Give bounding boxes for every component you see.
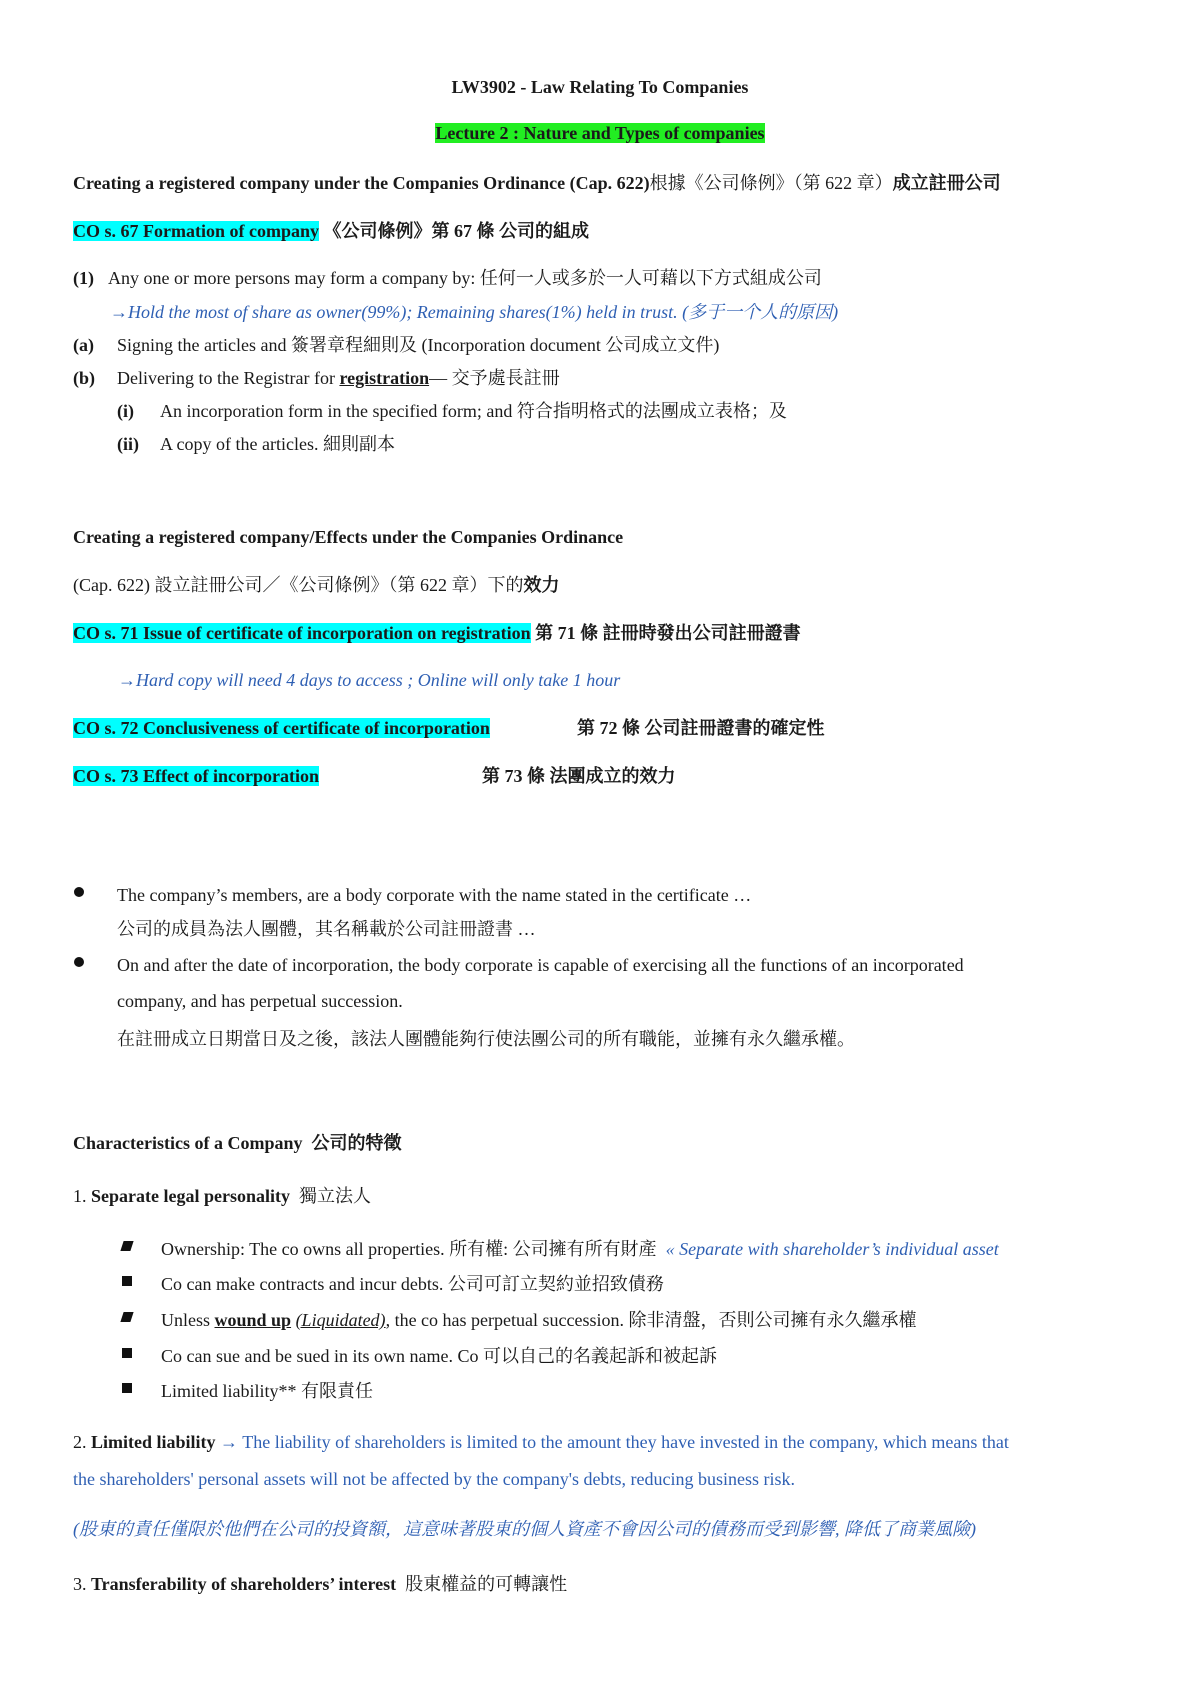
item1-number: (1) bbox=[73, 268, 94, 288]
lecture-title: Lecture 2 : Nature and Types of companies bbox=[435, 123, 765, 143]
square-bullet-icon bbox=[120, 1312, 133, 1322]
item-i-number: (i) bbox=[117, 401, 134, 421]
item-ii-number: (ii) bbox=[117, 434, 139, 454]
item-ii-text: A copy of the articles. 細則副本 bbox=[160, 434, 395, 454]
square-bullet-icon bbox=[122, 1276, 132, 1286]
course-title: LW3902 - Law Relating To Companies bbox=[451, 77, 749, 97]
point1-bullet2: Co can make contracts and incur debts. 公司可訂立契約並招致債務 bbox=[161, 1274, 664, 1294]
section3-heading: Characteristics of a Company 公司的特徵 bbox=[73, 1133, 402, 1153]
section1-heading: Creating a registered company under the Companies Ordinance (Cap. 622)根據《公司條例》（第 622 章）成立註冊公司 bbox=[73, 173, 1001, 193]
square-bullet-icon bbox=[120, 1241, 133, 1251]
item1-note: →Hold the most of share as owner(99%); Remaining shares(1%) held in trust. (多于一个人的原因) bbox=[110, 302, 839, 322]
square-bullet-icon bbox=[122, 1383, 132, 1393]
point2-line1: 2. Limited liability → The liability of shareholders is limited to the amount they have invested in the company, which means that bbox=[73, 1432, 1009, 1452]
bullet-dot-icon bbox=[74, 887, 84, 897]
item-i-text: An incorporation form in the specified form; and 符合指明格式的法團成立表格；及 bbox=[160, 401, 787, 421]
square-bullet-icon bbox=[122, 1348, 132, 1358]
bullet-dot-icon bbox=[74, 957, 84, 967]
point1-bullet3: Unless wound up (Liquidated), the co has perpetual succession. 除非清盤，否則公司擁有永久繼承權 bbox=[161, 1310, 917, 1330]
s73-heading: CO s. 73 Effect of incorporation bbox=[73, 766, 319, 786]
s73-chinese: 第 73 條 法團成立的效力 bbox=[482, 766, 676, 786]
point1-heading: 1. Separate legal personality 獨立法人 bbox=[73, 1186, 371, 1206]
s73-bullet2-zh: 在註冊成立日期當日及之後，該法人團體能夠行使法團公司的所有職能，並擁有永久繼承權。 bbox=[117, 1029, 855, 1049]
point3-heading: 3. Transferability of shareholders’ interest 股東權益的可轉讓性 bbox=[73, 1574, 568, 1594]
s72-chinese: 第 72 條 公司註冊證書的確定性 bbox=[577, 718, 825, 738]
s67-heading: CO s. 67 Formation of company 《公司條例》第 67 條 公司的組成 bbox=[73, 221, 589, 241]
point2-line2: the shareholders' personal assets will not be affected by the company's debts, reducing business risk. bbox=[73, 1469, 795, 1489]
s73-bullet2-en2: company, and has perpetual succession. bbox=[117, 991, 403, 1011]
item-b-number: (b) bbox=[73, 368, 95, 388]
item1-text: Any one or more persons may form a company by: 任何一人或多於一人可藉以下方式組成公司 bbox=[108, 268, 822, 288]
s73-bullet2-en1: On and after the date of incorporation, the body corporate is capable of exercising all the functions of an incorporated bbox=[117, 955, 964, 975]
s73-bullet1-en: The company’s members, are a body corporate with the name stated in the certificate … bbox=[117, 885, 752, 905]
point2-chinese: (股東的責任僅限於他們在公司的投資額，這意味著股東的個人資產不會因公司的債務而受到影響, 降低了商業風險) bbox=[73, 1519, 976, 1539]
item-a-number: (a) bbox=[73, 335, 94, 355]
item-b-text: Delivering to the Registrar for registration— 交予處長註冊 bbox=[117, 368, 560, 388]
section2-subheading: (Cap. 622) 設立註冊公司／《公司條例》（第 622 章）下的效力 bbox=[73, 575, 560, 595]
item-a-text: Signing the articles and 簽署章程細則及 (Incorporation document 公司成立文件) bbox=[117, 335, 720, 355]
point1-bullet1: Ownership: The co owns all properties. 所有權: 公司擁有所有財產 « Separate with shareholder’s individual asset bbox=[161, 1239, 999, 1259]
section2-heading: Creating a registered company/Effects under the Companies Ordinance bbox=[73, 527, 624, 547]
s73-bullet1-zh: 公司的成員為法人團體，其名稱載於公司註冊證書 … bbox=[117, 919, 536, 939]
s71-heading: CO s. 71 Issue of certificate of incorporation on registration 第 71 條 註冊時發出公司註冊證書 bbox=[73, 623, 801, 643]
s72-heading: CO s. 72 Conclusiveness of certificate of incorporation bbox=[73, 718, 490, 738]
point1-bullet4: Co can sue and be sued in its own name. Co 可以自己的名義起訴和被起訴 bbox=[161, 1346, 717, 1366]
point1-bullet5: Limited liability** 有限責任 bbox=[161, 1381, 373, 1401]
s71-note: →Hard copy will need 4 days to access ; Online will only take 1 hour bbox=[118, 670, 621, 690]
